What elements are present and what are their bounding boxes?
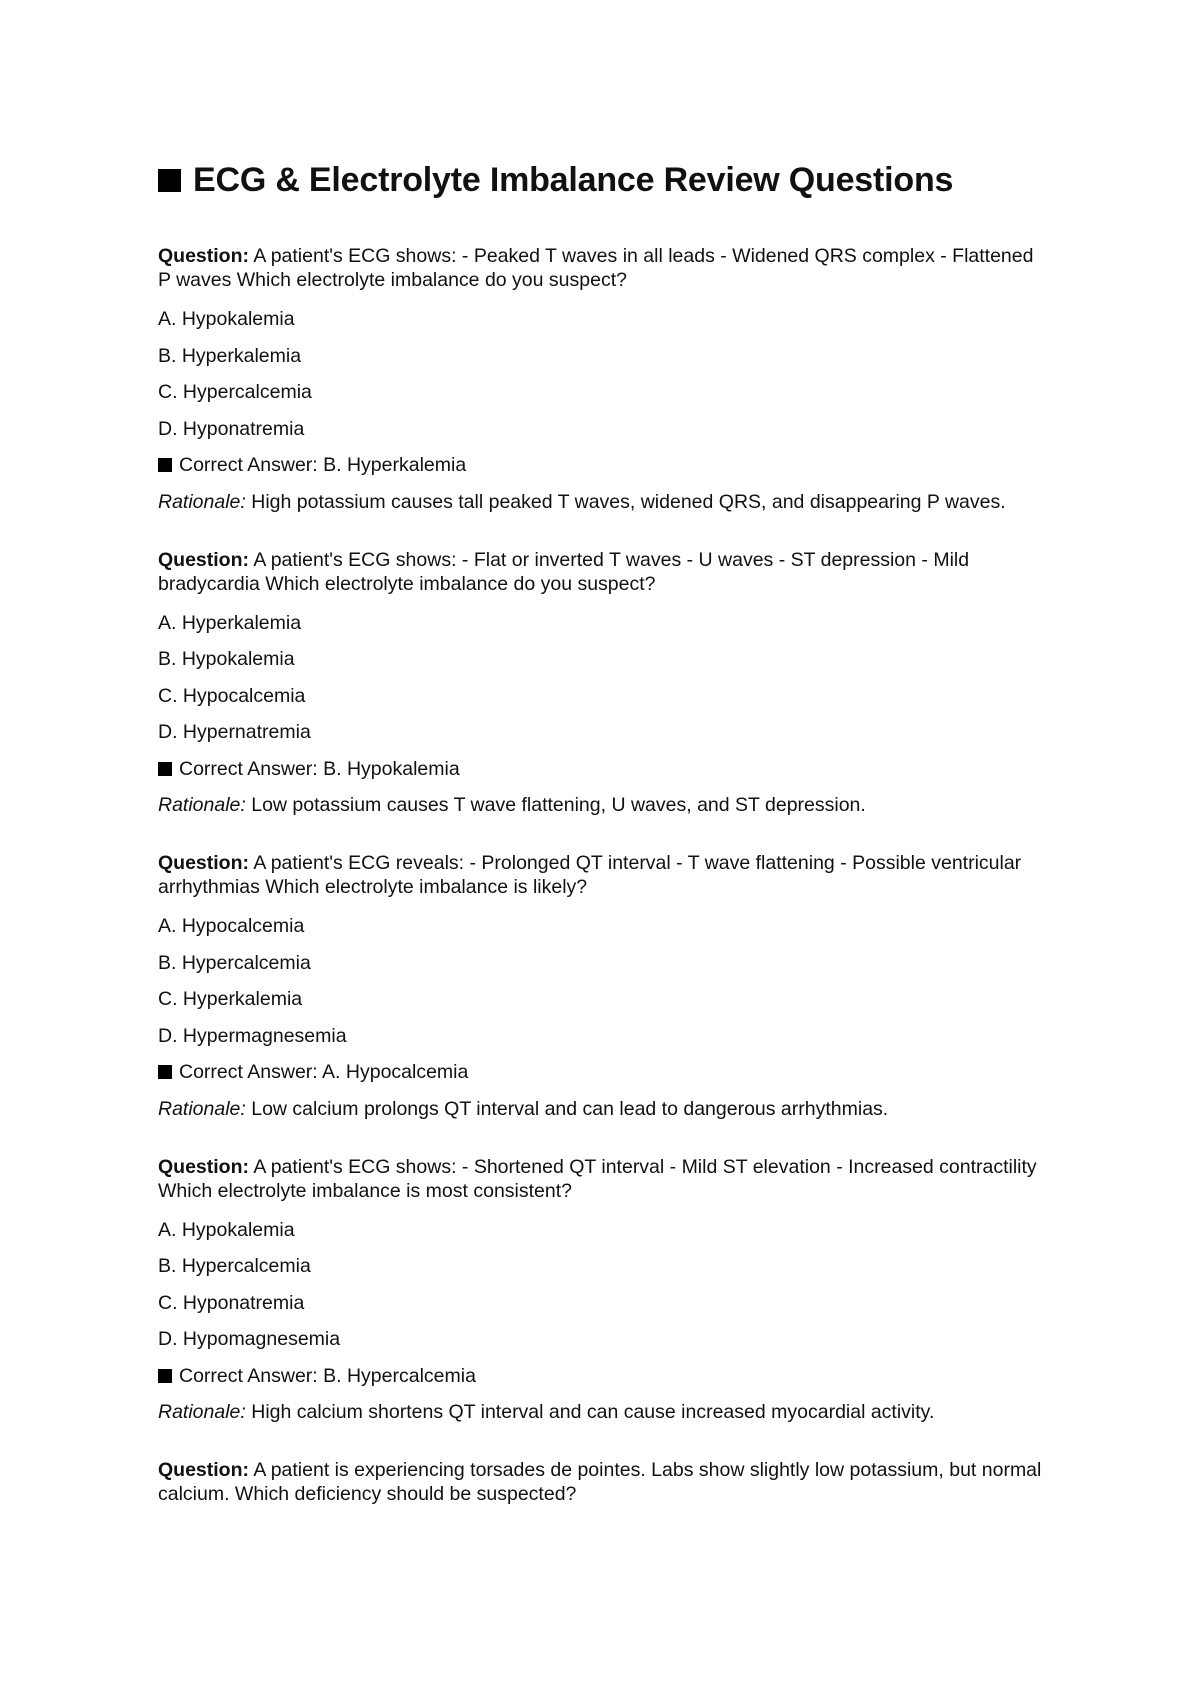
black-square-icon	[158, 169, 181, 192]
question-label: Question:	[158, 548, 249, 571]
correct-answer-text: Correct Answer: A. Hypocalcemia	[179, 1061, 469, 1083]
rationale	[158, 1097, 1048, 1121]
correct-answer-text: Correct Answer: B. Hyperkalemia	[179, 454, 467, 476]
page-title-text: ECG & Electrolyte Imbalance Review Questions	[193, 161, 954, 199]
question-body: A patient is experiencing torsades de pointes. Labs show slightly low potassium, but normal calcium. Which deficiency should be suspected?	[158, 1459, 1042, 1505]
question-text	[158, 548, 1048, 596]
question-block-1	[158, 244, 1048, 514]
option-d: D. Hyponatremia	[158, 417, 305, 440]
rationale-text: High calcium shortens QT interval and can cause increased myocardial activity.	[251, 1401, 935, 1423]
question-body: A patient's ECG shows: - Shortened QT interval - Mild ST elevation - Increased contractility Which electrolyte imbalance is most consistent?	[158, 1155, 1037, 1202]
black-square-icon	[158, 762, 172, 776]
page-title	[158, 158, 1048, 202]
question-label: Question:	[158, 852, 249, 874]
option-c: C. Hyponatremia	[158, 1291, 305, 1314]
correct-answer	[158, 1060, 1048, 1084]
rationale-label: Rationale:	[158, 794, 246, 816]
option-c: C. Hyperkalemia	[158, 988, 303, 1010]
option-b: B. Hypercalcemia	[158, 951, 311, 974]
rationale	[158, 490, 1048, 514]
option-a: A. Hypokalemia	[158, 308, 295, 330]
question-text	[158, 1458, 1048, 1506]
black-square-icon	[158, 1065, 172, 1079]
rationale-label: Rationale:	[158, 1097, 246, 1120]
correct-answer	[158, 757, 1048, 781]
option-a: A. Hypocalcemia	[158, 915, 305, 937]
rationale-text: Low calcium prolongs QT interval and can lead to dangerous arrhythmias.	[251, 1097, 889, 1120]
option-a: A. Hyperkalemia	[158, 611, 302, 634]
option-b: B. Hypokalemia	[158, 648, 295, 670]
rationale-text: High potassium causes tall peaked T waves, widened QRS, and disappearing P waves.	[251, 490, 1006, 513]
black-square-icon	[158, 1369, 172, 1383]
rationale	[158, 793, 1048, 817]
option-d: D. Hypernatremia	[158, 721, 311, 743]
question-block-5	[158, 1458, 1048, 1506]
option-c: C. Hypercalcemia	[158, 381, 312, 403]
black-square-icon	[158, 458, 172, 472]
document-page	[158, 158, 1048, 1521]
question-block-2	[158, 548, 1048, 818]
rationale	[158, 1400, 1048, 1424]
option-b: B. Hypercalcemia	[158, 1255, 311, 1277]
question-text	[158, 1155, 1048, 1203]
question-body: A patient's ECG shows: - Flat or inverted T waves - U waves - ST depression - Mild bradycardia Which electrolyte imbalance do you suspect?	[158, 548, 970, 595]
rationale-label: Rationale:	[158, 1401, 246, 1423]
question-label: Question:	[158, 1155, 249, 1178]
option-d: D. Hypomagnesemia	[158, 1328, 341, 1350]
correct-answer	[158, 453, 1048, 477]
option-b: B. Hyperkalemia	[158, 344, 302, 367]
question-text	[158, 244, 1048, 292]
option-a: A. Hypokalemia	[158, 1218, 295, 1241]
question-label: Question:	[158, 1459, 249, 1481]
question-block-4	[158, 1155, 1048, 1425]
rationale-label: Rationale:	[158, 490, 246, 513]
question-body: A patient's ECG reveals: - Prolonged QT interval - T wave flattening - Possible ventricular arrhythmias Which electrolyte imbalance is likely?	[158, 852, 1022, 898]
question-label: Question:	[158, 245, 249, 267]
correct-answer-text: Correct Answer: B. Hypercalcemia	[179, 1364, 476, 1387]
rationale-text: Low potassium causes T wave flattening, U waves, and ST depression.	[251, 794, 866, 816]
question-body: A patient's ECG shows: - Peaked T waves in all leads - Widened QRS complex - Flattened P waves Which electrolyte imbalance do you suspect?	[158, 245, 1034, 291]
question-block-3	[158, 851, 1048, 1121]
correct-answer-text: Correct Answer: B. Hypokalemia	[179, 757, 460, 780]
correct-answer	[158, 1364, 1048, 1388]
option-d: D. Hypermagnesemia	[158, 1024, 347, 1047]
option-c: C. Hypocalcemia	[158, 684, 306, 707]
question-text	[158, 851, 1048, 899]
